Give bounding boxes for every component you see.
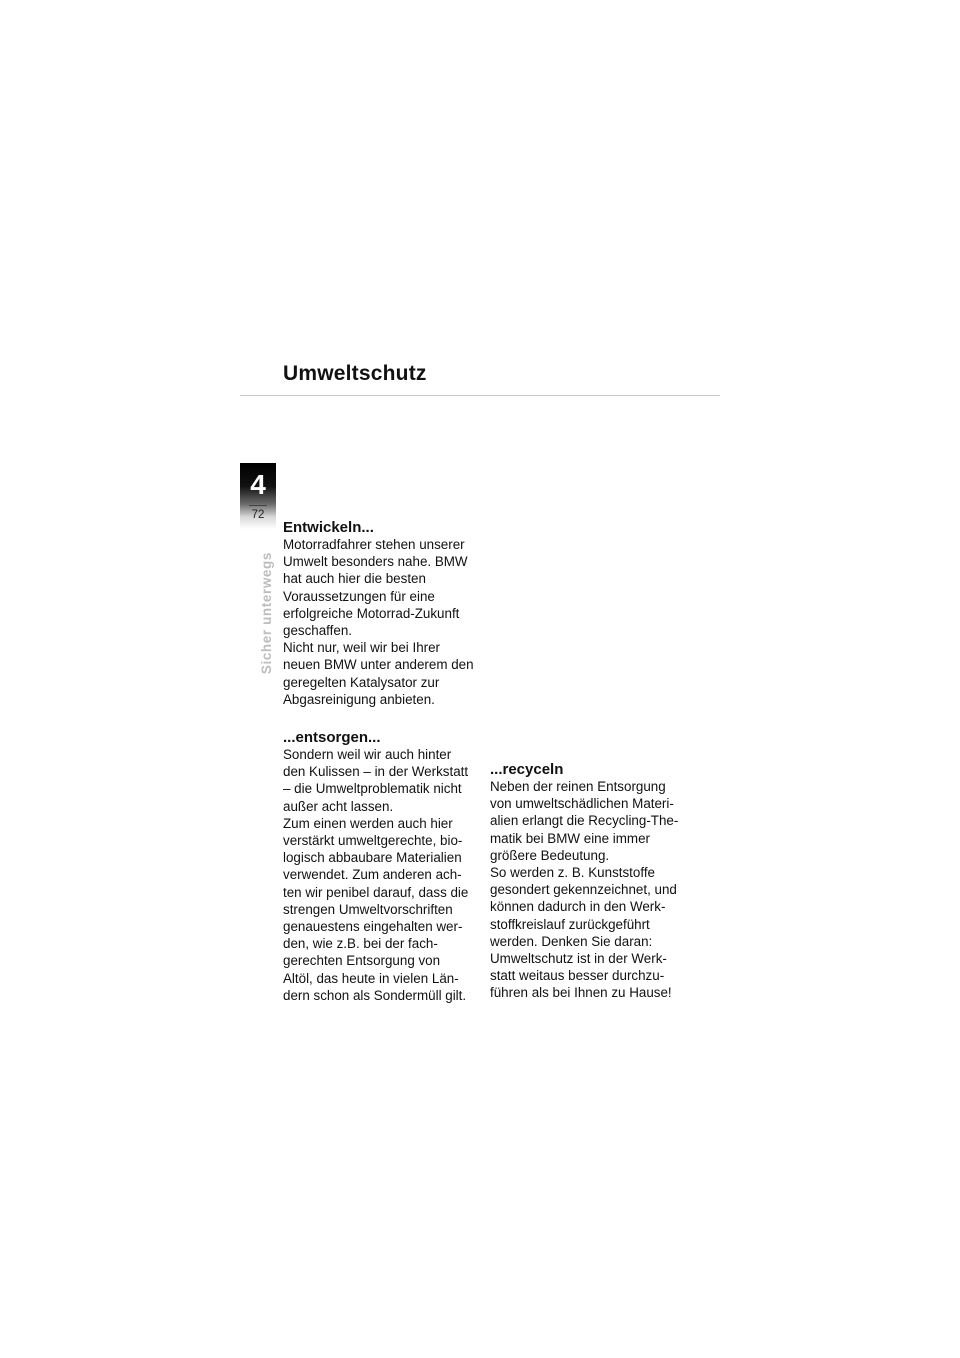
section-heading: ...entsorgen... <box>283 729 381 746</box>
chapter-number: 4 <box>250 469 266 500</box>
section-body: Sondern weil wir auch hinter den Kulissen – in der Werkstatt – die Umweltproblematik nicht außer acht lassen. Zum einen werden auch hier verstärkt umweltgerechte, bio- logisch abbaubare Materialien verwendet. Zum anderen ach- ten wir penibel darauf, dass die strengen Umweltvorschriften genauestens eingehalten wer- den, wie z.B. bei der fach- gerechten Entsorgung von Altöl, das heute in vielen Län- dern schon als Sondermüll gilt. <box>283 747 469 1003</box>
chapter-tab <box>240 463 276 529</box>
section-heading: ...recyceln <box>490 761 564 778</box>
chapter-divider <box>249 505 267 506</box>
chapter-side-label: Sicher unterwegs <box>259 552 274 675</box>
page-title: Umweltschutz <box>283 362 427 385</box>
section-entwickeln <box>283 519 483 708</box>
section-heading: Entwickeln... <box>283 519 374 536</box>
title-divider <box>240 395 720 396</box>
section-body: Motorradfahrer stehen unserer Umwelt besonders nahe. BMW hat auch hier die besten Voraussetzungen für eine erfolgreiche Motorrad-Zukunft geschaffen. Nicht nur, weil wir bei Ihrer neuen BMW unter anderem den geregelten Katalysator zur Abgasreinigung anbieten. <box>283 537 474 707</box>
section-body: Neben der reinen Entsorgung von umweltschädlichen Materi- alien erlangt die Recycling-The- matik bei BMW eine immer größere Bedeutung. So werden z. B. Kunststoffe gesondert gekennzeichnet, und können dadurch in den Werk- stoffkreislauf zurückgeführt werden. Denken Sie daran: Umweltschutz ist in der Werk- statt weitaus besser durchzu- führen als bei Ihnen zu Hause! <box>490 779 679 1001</box>
section-recyceln <box>490 761 690 1002</box>
page-number: 72 <box>251 509 265 521</box>
section-entsorgen <box>283 729 483 1004</box>
